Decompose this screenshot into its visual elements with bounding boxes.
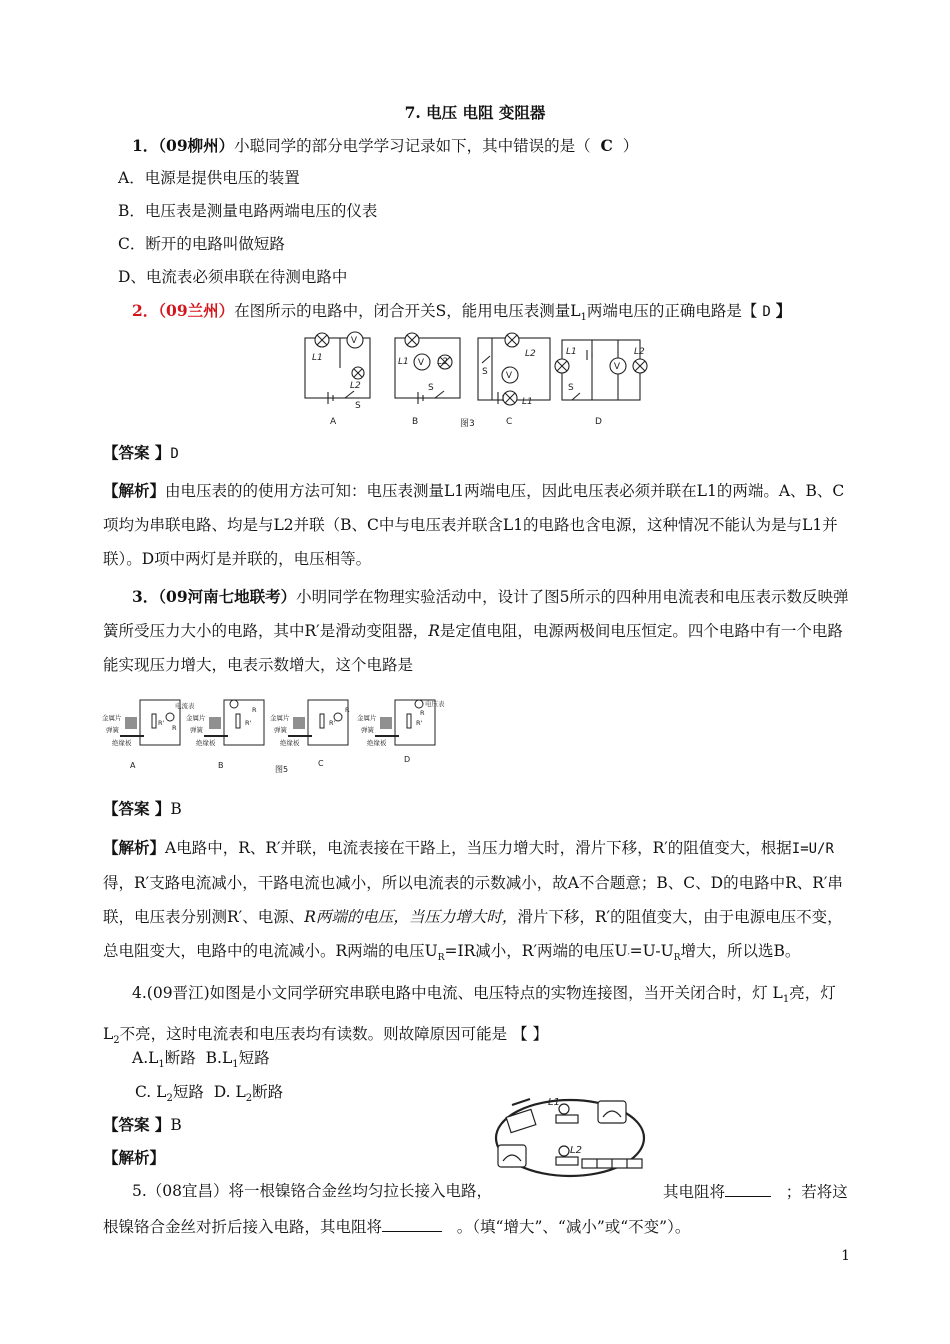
q3-ammeter-a: 电流表 [175, 702, 195, 710]
q5-number: 5. [132, 1182, 147, 1200]
q3-r-b: R [252, 706, 257, 714]
q2-l2-c: L2 [525, 349, 536, 359]
q3-label-b: B [218, 761, 224, 770]
q2-answer-line [103, 442, 850, 465]
q3-sub-rp: ′ [627, 953, 630, 964]
q4-opt-a: A.L [132, 1049, 159, 1067]
q2-l1-d: L1 [566, 347, 577, 357]
q2-l2-d: L2 [634, 347, 645, 357]
q4-fig-l1: L1 [548, 1097, 560, 1108]
question-3 [103, 580, 850, 682]
q1-close: ） [622, 137, 639, 155]
q3-stem-a: 小明同学在物理实验活动中，设计了图5所示的四种用电流表和电压表示数反映弹簧所受压力大小的电路，其中R′是滑动变阻器， [103, 588, 849, 640]
q5-blank-1[interactable] [725, 1180, 771, 1197]
q2-close: 】 [775, 301, 792, 320]
q3-label-d: D [404, 755, 411, 764]
q4-answer-value: B [170, 1116, 182, 1134]
q1-source: （09柳州） [158, 136, 235, 155]
q4-answer-label: 【答案 】 [103, 1115, 171, 1134]
q2-switch-a: S [355, 401, 361, 411]
q3-insulator-a: 绝缘板 [112, 739, 132, 747]
q2-label-d: D [595, 417, 602, 427]
q4-opt-c-text: 短路 [172, 1083, 204, 1101]
q4-opt-d: D. L [213, 1083, 246, 1101]
q3-metal-c: 金属片 [270, 714, 290, 722]
q4-stem-a: 如图是小文同学研究串联电路中电流、电压特点的实物连接图，当开关闭合时，灯 L [209, 984, 783, 1002]
q4-opt-a-sub: 1 [158, 1059, 165, 1071]
q4-opt-c-sub: 2 [166, 1093, 173, 1105]
question-5-line-1b [663, 1180, 848, 1203]
q3-spring-a: 弹簧 [106, 726, 119, 734]
q3-stem-b: 是定值电阻，电源两极间电压恒定。四个电路中有一个电路能实现压力增大，电表示数增大，这个电路是 [103, 622, 843, 674]
q2-switch-b: S [428, 383, 434, 393]
q4-number: 4. [132, 984, 147, 1002]
title-text: 7. 电压 电阻 变阻器 [404, 103, 546, 122]
q4-opt-c: C. L [135, 1083, 167, 1101]
q4-options-ab [132, 1047, 850, 1076]
question-5-line-2 [103, 1215, 850, 1238]
q3-circuit-figure [100, 690, 445, 778]
q3-spring-c: 弹簧 [274, 726, 287, 734]
q3-r-d: R [420, 709, 425, 717]
q1-option-d: D、电流表必须串联在待测电路中 [118, 268, 348, 286]
q2-label-a: A [330, 417, 337, 427]
q2-number: 2． [132, 301, 159, 320]
q2-analysis-text: 由电压表的的使用方法可知：电压表测量L1两端电压，因此电压表必须并联在L1的两端。A、B、C项均为串联电路、均是与L2并联（B、C中与电压表并联含L1的电路也含电源，这种情况不能认为是与L1并联）。D项中两灯是并联的，电压相等。 [103, 482, 845, 568]
q2-l1-c: L1 [522, 397, 533, 407]
q1-stem: 小聪同学的部分电学学习记录如下，其中错误的是（ [234, 137, 591, 155]
q2-circuit-figure [300, 328, 650, 428]
q2-meter-d: V [613, 362, 621, 372]
q4-sub-1: 1 [782, 994, 790, 1006]
q3-rp-a: R' [158, 719, 165, 727]
q2-l1-a: L1 [312, 353, 323, 363]
q3-sub-r2: R [673, 953, 681, 964]
q3-analysis [103, 831, 850, 975]
q3-rp-d: R' [416, 719, 423, 727]
q2-l1-b: L1 [398, 357, 409, 367]
q3-analysis-a: A电路中，R、R′并联，电流表接在干路上，当压力增大时，滑片下移，R′的阻值变大，根据 [165, 839, 792, 857]
q4-stem-c: 不亮，这时电流表和电压表均有读数。则故障原因可能是 【 】 [119, 1025, 549, 1044]
q3-answer-label: 【答案 】 [103, 799, 171, 818]
q3-r-c: R [345, 706, 350, 714]
q4-opt-b-text: 短路 [238, 1049, 270, 1067]
question-2 [132, 300, 850, 329]
q3-rp-b: R' [245, 719, 252, 727]
q4-opt-b-sub: 1 [232, 1059, 239, 1071]
q2-l2-a: L2 [350, 381, 361, 391]
q2-meter-a: V [350, 336, 358, 346]
q3-formula: I=U/R [791, 841, 834, 857]
q4-opt-d-sub: 2 [245, 1093, 253, 1105]
q4-answer-line [103, 1114, 850, 1136]
q4-source: (09晋江) [146, 984, 210, 1002]
q3-insulator-b: 绝缘板 [196, 739, 216, 747]
q3-r-a: R [172, 724, 177, 732]
q3-analysis-label: 【解析】 [103, 838, 166, 857]
q4-opt-b: B.L [205, 1049, 233, 1067]
q3-label-c: C [318, 759, 324, 768]
q1-number: 1． [132, 136, 159, 155]
q2-answer-value: D [170, 446, 179, 462]
q4-opt-a-text: 断路 [164, 1049, 196, 1067]
q3-analysis-b: 得，R′支路电流减小，干路电流也减小，所以电流表的示数减小，故A不合题意；B、C、D的电路中R、R′串联，电压表分别测R′、电源、 [103, 874, 843, 926]
q1-option-b: B．电压表是测量电路两端电压的仪表 [118, 202, 378, 220]
q2-caption: 图3 [460, 419, 475, 428]
q2-stem-a: 在图所示的电路中，闭合开关S，能用电压表测量L [234, 302, 581, 320]
q3-metal-a: 金属片 [102, 714, 122, 722]
q5-stem-a: 将一根镍铬合金丝均匀拉长接入电路， [228, 1182, 493, 1200]
q3-answer-value: B [170, 800, 182, 818]
q4-circuit-figure [490, 1093, 648, 1183]
q2-label-c: C [506, 417, 513, 427]
question-1 [132, 135, 850, 157]
q5-blank-2[interactable] [382, 1215, 442, 1232]
q3-insulator-d: 绝缘板 [367, 739, 387, 747]
question-4 [103, 976, 850, 1058]
q3-metal-d: 金属片 [357, 714, 377, 722]
q4-stem-b: 亮，灯 L [103, 984, 836, 1044]
q3-spring-d: 弹簧 [361, 726, 374, 734]
q5-stem-e: 。（填“增大”、“减小”或“不变”）。 [456, 1218, 691, 1236]
q2-meter-c: V [505, 371, 513, 381]
q3-sub-r: R [437, 953, 445, 964]
q3-label-a: A [130, 761, 136, 770]
q2-source: （09兰州） [158, 301, 235, 320]
q5-stem-d: 根镍铬合金丝对折后接入电路，其电阻将 [103, 1218, 383, 1236]
q2-stem-b: 两端电压的正确电路是【 [586, 302, 758, 320]
q3-rp-c: R' [329, 719, 336, 727]
q2-l2-b: L2 [437, 357, 448, 367]
q3-analysis-f: 增大，所以选B。 [680, 942, 801, 960]
q2-analysis-label: 【解析】 [103, 481, 166, 500]
q3-number: 3． [132, 587, 159, 606]
q3-analysis-italic: R两端的电压，当压力增大时， [304, 908, 518, 926]
q2-label-b: B [412, 417, 419, 427]
q2-stem-sub: 1 [580, 312, 587, 324]
q2-answer-label: 【答案 】 [103, 443, 171, 462]
q2-meter-b: V [417, 358, 425, 368]
q3-voltmeter-d: 电压表 [425, 700, 445, 708]
q2-switch-c: S [482, 367, 488, 377]
q3-source: （09河南七地联考） [158, 587, 297, 606]
q5-stem-b: 其电阻将 [663, 1183, 726, 1201]
q3-insulator-c: 绝缘板 [280, 739, 300, 747]
page-number: 1 [841, 1248, 850, 1264]
q1-option-c: C．断开的电路叫做短路 [118, 235, 285, 253]
q4-fig-l2: L2 [570, 1145, 582, 1156]
q5-source: （08宜昌） [146, 1182, 229, 1200]
q3-metal-b: 金属片 [186, 714, 206, 722]
q5-stem-c: ；若将这 [785, 1183, 848, 1201]
q2-answer: D [762, 304, 771, 320]
q1-answer: C [600, 136, 613, 155]
q4-analysis-label: 【解析】 [103, 1148, 166, 1167]
q2-analysis [103, 474, 850, 576]
q2-switch-d: S [568, 383, 574, 393]
q4-sub-2: 2 [113, 1035, 120, 1047]
q3-answer-line [103, 798, 850, 820]
q3-spring-b: 弹簧 [190, 726, 203, 734]
q3-stem-r: R [428, 622, 440, 640]
q3-analysis-d: =IR减小，R′两端的电压U [444, 942, 628, 960]
q1-option-a: A．电源是提供电压的装置 [118, 169, 300, 187]
page-title [0, 102, 950, 124]
q4-opt-d-text: 断路 [252, 1083, 284, 1101]
q3-analysis-c: 滑片下移，R′的阻值变大，由于电源电压不变，总电阻变大，电路中的电流减小。R两端的电压U [103, 908, 843, 960]
q3-caption: 图5 [275, 765, 289, 774]
q3-analysis-e: =U-U [629, 942, 674, 960]
